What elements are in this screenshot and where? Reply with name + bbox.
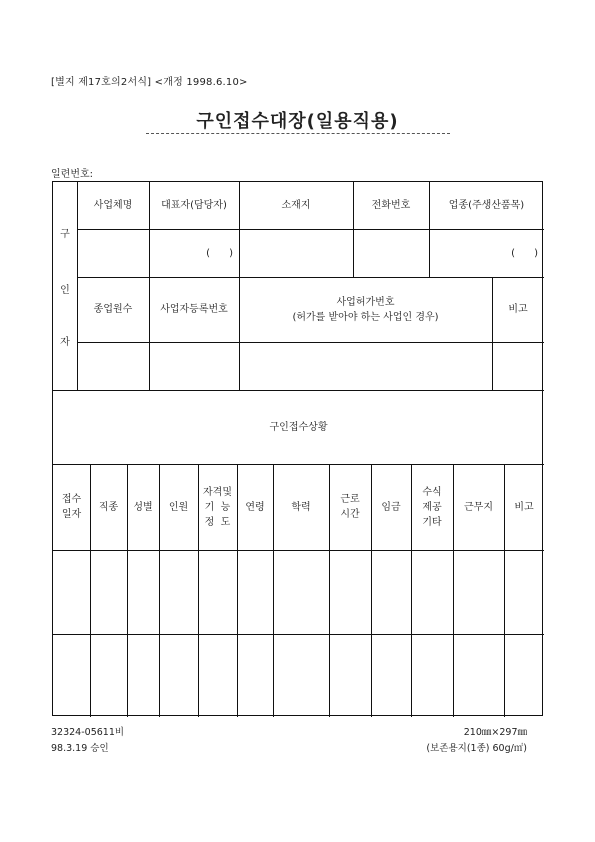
table-cell[interactable] [371,634,411,717]
page-title: 구인접수대장(일용직용) [196,111,399,132]
header-business-reg-number: 사업자등록번호 [160,304,228,315]
header-phone: 전화번호 [371,200,411,211]
header-employee-count: 종업원수 [93,304,133,315]
table-cell[interactable] [329,550,371,634]
business-reg-number-field[interactable] [149,342,239,390]
table-cell[interactable] [159,550,198,634]
company-name-field[interactable] [77,229,149,277]
side-label-char: 자 [60,336,70,348]
table-cell[interactable] [237,550,273,634]
phone-field[interactable] [353,229,429,277]
column-header: 근로 시간 [340,494,360,520]
column-header: 인원 [168,501,189,513]
table-cell[interactable] [198,550,237,634]
table-cell[interactable] [90,550,127,634]
license-note: (허가를 받아야 하는 사업인 경우) [292,311,439,323]
table-cell[interactable] [411,634,453,717]
table-cell[interactable] [504,550,544,634]
representative-field[interactable]: ( ) [206,247,233,259]
status-section-title: 구인접수상황 [269,421,328,433]
side-label-char: 구 [60,228,70,240]
side-label-char: 인 [60,284,70,296]
remarks-field[interactable] [492,342,544,390]
industry-field[interactable]: ( ) [511,247,538,259]
table-cell[interactable] [273,634,329,717]
column-header: 성별 [133,501,153,513]
header-location: 소재지 [281,200,311,211]
employee-count-field[interactable] [77,342,149,390]
table-cell[interactable] [504,634,544,717]
column-header: 접수 일자 [61,494,82,520]
table-cell[interactable] [53,550,90,634]
serial-number-label: 일련번호: [51,169,94,180]
table-cell[interactable] [453,634,504,717]
header-business-license [239,277,492,342]
header-company-name: 사업체명 [93,200,133,211]
title-underline [146,133,450,134]
license-header-label: 사업허가번호 [336,296,395,308]
column-header: 자격및 기 능 정 도 [203,486,232,528]
header-remarks: 비고 [508,304,528,315]
table-cell[interactable] [198,634,237,717]
table-cell[interactable] [273,550,329,634]
table-cell[interactable] [127,550,159,634]
column-header: 수식 제공 기타 [422,486,442,528]
table-cell[interactable] [159,634,198,717]
form-code: 32324-05611비 [51,727,125,738]
column-header: 연령 [245,501,265,513]
business-license-field[interactable] [239,342,492,390]
column-header: 비고 [514,501,534,513]
header-representative: 대표자(담당자) [161,200,227,211]
location-field[interactable] [239,229,353,277]
table-cell[interactable] [453,550,504,634]
table-cell[interactable] [371,550,411,634]
table-cell[interactable] [53,634,90,717]
table-cell[interactable] [411,550,453,634]
registry-table [52,181,543,716]
column-header: 임금 [381,501,401,513]
header-industry: 업종(주생산품목) [448,200,525,211]
paper-size: 210㎜×297㎜ [463,727,527,738]
approval-date: 98.3.19 승인 [51,743,109,754]
table-cell[interactable] [90,634,127,717]
column-header: 학력 [291,501,311,513]
column-header: 근무지 [464,501,493,513]
form-header: [별지 제17호의2서식] <개정 1998.6.10> [51,77,248,88]
table-cell[interactable] [127,634,159,717]
table-cell[interactable] [329,634,371,717]
paper-type: (보존용지(1종) 60g/㎡) [426,743,527,754]
table-cell[interactable] [237,634,273,717]
column-header: 직종 [98,501,119,513]
